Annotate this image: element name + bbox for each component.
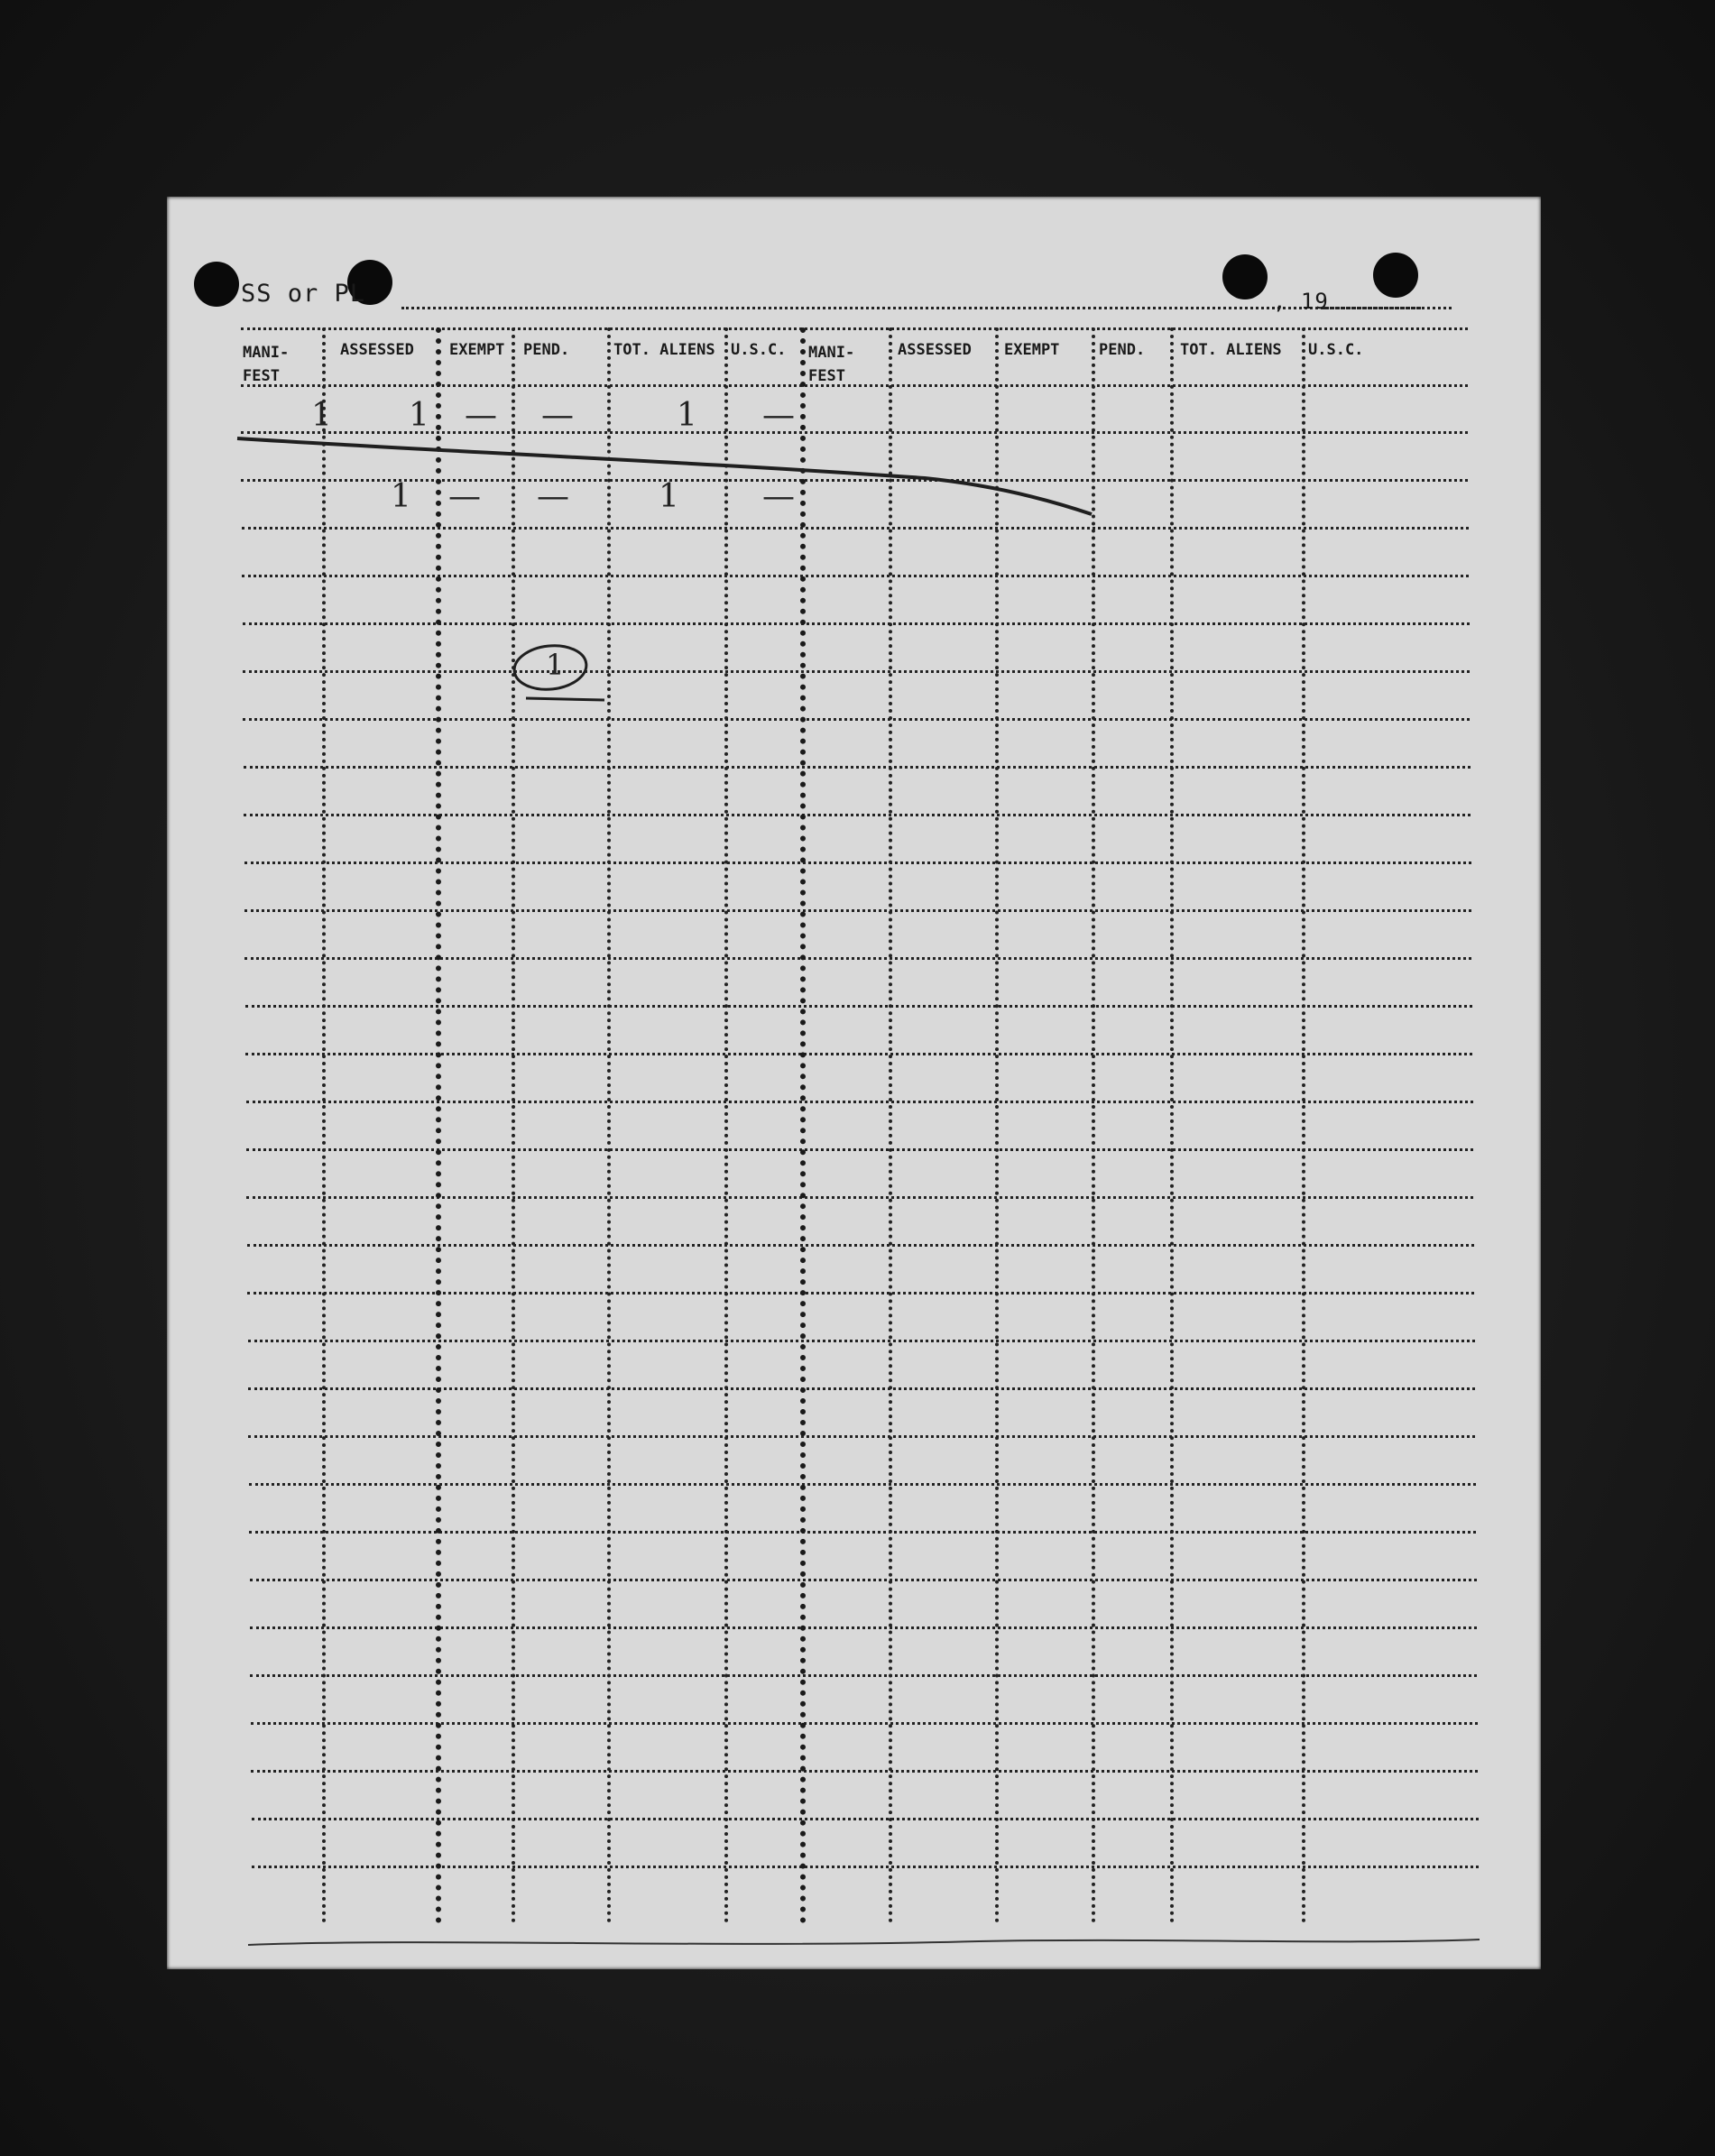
row1-exempt: — [465, 397, 497, 434]
year-label: , 19 [1273, 289, 1329, 314]
row2-assessed: 1 [391, 478, 411, 515]
circled-number: 1 [546, 648, 565, 682]
row2-tot-aliens: 1 [659, 478, 679, 515]
col-manifest-1: MANI- FEST [243, 344, 290, 385]
row1-pend: — [541, 397, 574, 434]
row1-manifest: 1 [311, 397, 332, 434]
col-usc-1: U.S.C. [731, 341, 787, 359]
col-manifest-2: MANI- FEST [808, 344, 855, 385]
col-exempt-2: EXEMPT [1004, 341, 1060, 359]
row1-usc: — [762, 397, 795, 434]
col-exempt-1: EXEMPT [449, 341, 505, 359]
row2-exempt: — [448, 478, 481, 515]
col-pend-2: PEND. [1099, 341, 1146, 359]
row1-assessed: 1 [409, 397, 429, 434]
col-assessed-2: ASSESSED [898, 341, 972, 359]
row2-pend: — [537, 478, 569, 515]
handwritten-strokes [167, 197, 1541, 1969]
ship-label: SS or PL [241, 280, 366, 308]
col-tot-aliens-2: TOT. ALIENS [1180, 341, 1282, 359]
form-sheet [167, 197, 1541, 1969]
col-tot-aliens-1: TOT. ALIENS [613, 341, 715, 359]
col-assessed-1: ASSESSED [340, 341, 414, 359]
row2-usc: — [762, 478, 795, 515]
col-pend-1: PEND. [523, 341, 570, 359]
row1-tot-aliens: 1 [677, 397, 697, 434]
col-usc-2: U.S.C. [1308, 341, 1364, 359]
